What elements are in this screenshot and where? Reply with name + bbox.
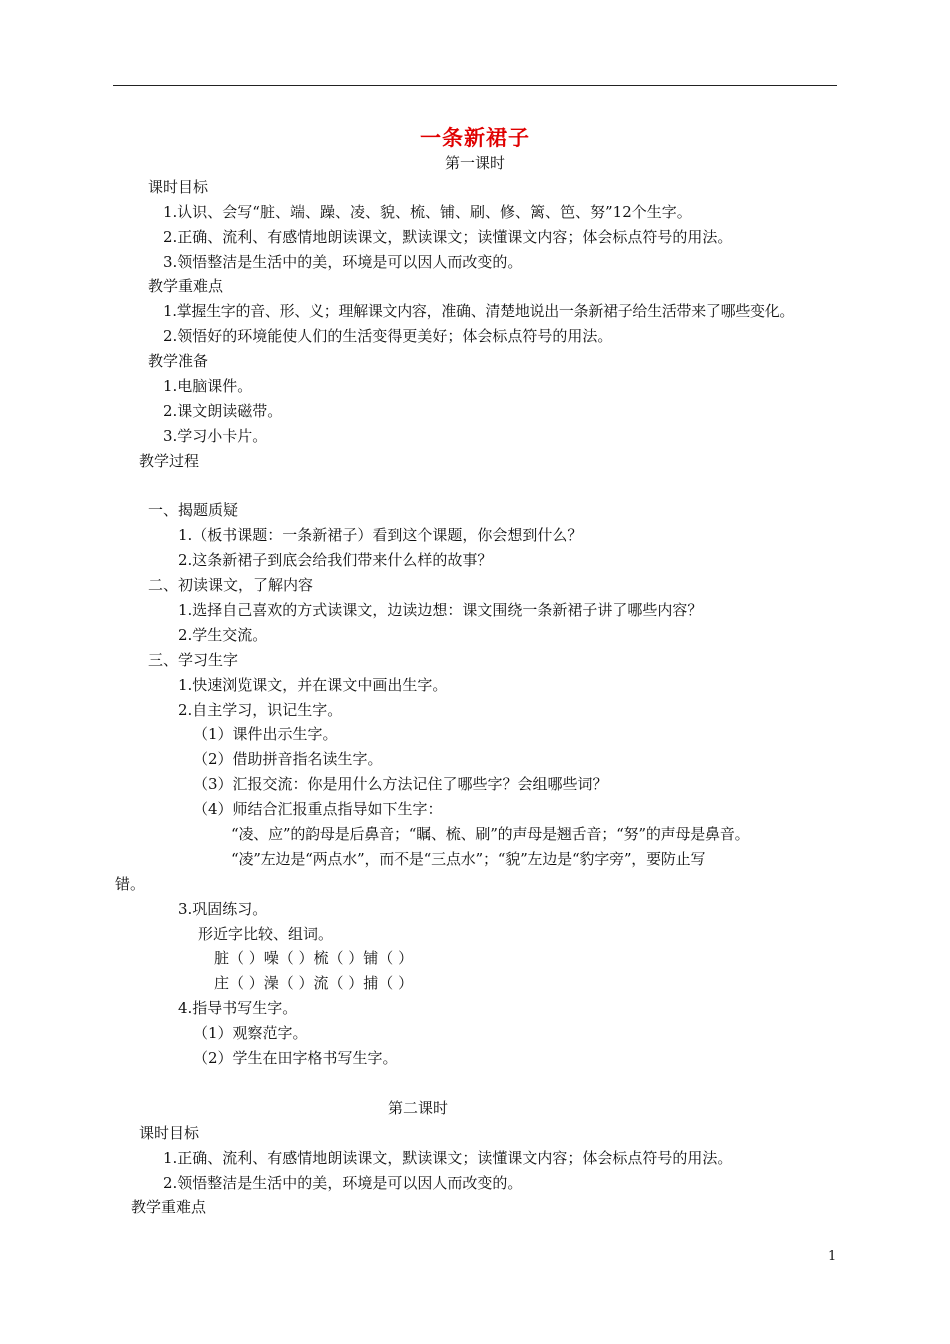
lesson1-objective-3: 3.领悟整洁是生活中的美，环境是可以因人而改变的。 (163, 253, 523, 271)
lesson1-objectives-label: 课时目标 (148, 178, 209, 196)
section-3-subitem-4: （4）师结合汇报重点指导如下生字： (193, 800, 443, 818)
document-title: 一条新裙子 (420, 125, 530, 150)
section-3-writing-step-1: （1）观察范字。 (193, 1024, 308, 1042)
section-3-title: 三、学习生字 (148, 651, 239, 669)
lesson1-heading: 第一课时 (444, 154, 505, 172)
lesson1-process-label: 教学过程 (139, 452, 200, 470)
section-1-item-2: 2.这条新裙子到底会给我们带来什么样的故事？ (178, 551, 493, 569)
section-1-title: 一、揭题质疑 (148, 501, 239, 519)
lesson1-keypoints-label: 教学重难点 (148, 277, 224, 295)
section-3-practice-desc: 形近字比较、组词。 (198, 925, 334, 943)
lesson1-prep-2: 2.课文朗读磁带。 (163, 402, 283, 420)
section-3-writing-step-2: （2）学生在田字格书写生字。 (193, 1049, 398, 1067)
header-rule (113, 85, 837, 86)
lesson2-objective-1: 1.正确、流利、有感情地朗读课文，默读课文；读懂课文内容；体会标点符号的用法。 (163, 1149, 733, 1167)
lesson2-objectives-label: 课时目标 (139, 1124, 200, 1142)
section-3-item-2: 2.自主学习，识记生字。 (178, 701, 343, 719)
section-1-item-1: 1.（板书课题：一条新裙子）看到这个课题，你会想到什么？ (178, 526, 583, 544)
section-3-note-1: “凌、应”的韵母是后鼻音；“瞩、梳、刷”的声母是翘舌音；“努”的声母是鼻音。 (231, 825, 750, 843)
compare-row-1: 脏（ ）噪（ ）梳（ ）铺（ ） (214, 949, 414, 967)
section-2-title: 二、初读课文，了解内容 (148, 576, 314, 594)
lesson1-objective-1: 1.认识、会写“脏、端、躁、凌、貌、梳、铺、刷、修、篱、笆、努”12个生字。 (163, 203, 692, 221)
lesson1-objective-2: 2.正确、流利、有感情地朗读课文，默读课文；读懂课文内容；体会标点符号的用法。 (163, 228, 733, 246)
section-3-subitem-1: （1）课件出示生字。 (193, 725, 338, 743)
section-2-item-1: 1.选择自己喜欢的方式读课文，边读边想：课文围绕一条新裙子讲了哪些内容？ (178, 601, 703, 619)
section-3-practice: 3.巩固练习。 (178, 900, 268, 918)
lesson2-keypoints-label: 教学重难点 (131, 1198, 207, 1216)
compare-row-2: 庄（ ）澡（ ）流（ ）捕（ ） (214, 974, 414, 992)
lesson1-keypoint-2: 2.领悟好的环境能使人们的生活变得更美好；体会标点符号的用法。 (163, 327, 613, 345)
lesson2-objective-2: 2.领悟整洁是生活中的美，环境是可以因人而改变的。 (163, 1174, 523, 1192)
lesson2-heading: 第二课时 (388, 1099, 449, 1117)
section-3-item-1: 1.快速浏览课文，并在课文中画出生字。 (178, 676, 448, 694)
lesson1-keypoint-1: 1.掌握生字的音、形、义；理解课文内容，准确、清楚地说出一条新裙子给生活带来了哪些变化。 (163, 302, 795, 320)
section-3-writing: 4.指导书写生字。 (178, 999, 298, 1017)
section-2-item-2: 2.学生交流。 (178, 626, 268, 644)
section-3-note-2: “凌”左边是“两点水”，而不是“三点水”；“貌”左边是“豹字旁”，要防止写 (231, 850, 706, 868)
lesson1-prep-3: 3.学习小卡片。 (163, 427, 268, 445)
lesson1-prep-label: 教学准备 (148, 352, 209, 370)
section-3-subitem-3: （3）汇报交流：你是用什么方法记住了哪些字？会组哪些词？ (193, 775, 608, 793)
section-3-subitem-2: （2）借助拼音指名读生字。 (193, 750, 383, 768)
page-number: 1 (828, 1249, 837, 1264)
lesson1-prep-1: 1.电脑课件。 (163, 377, 253, 395)
section-3-note-3: 错。 (115, 875, 146, 893)
